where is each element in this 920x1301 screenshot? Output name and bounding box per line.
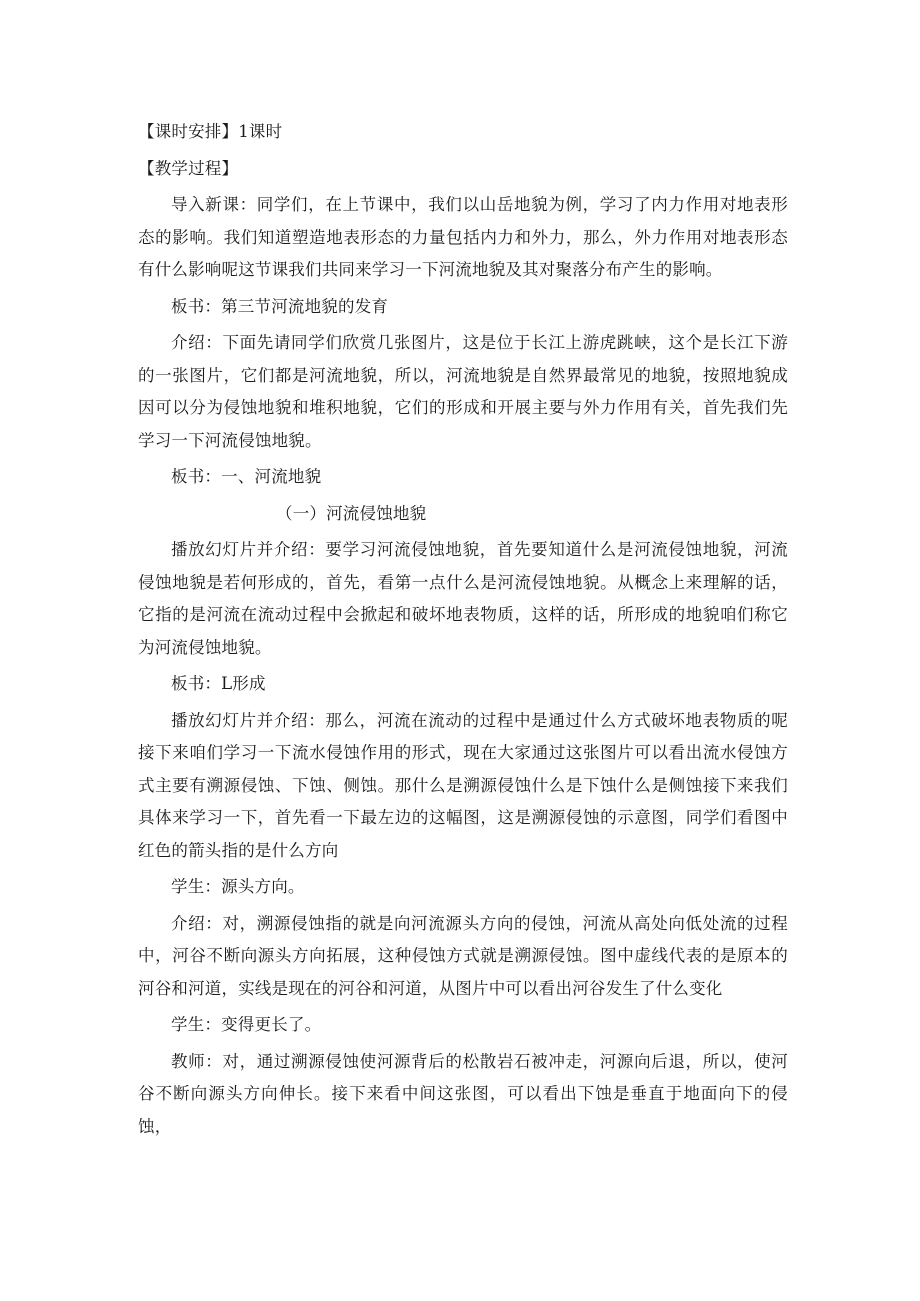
headward-erosion-paragraph: 介绍：对，溯源侵蚀指的就是向河流源头方向的侵蚀，河流从高处向低处流的过程中，河谷不断向源头方向拓展，这种侵蚀方式就是溯源侵蚀。图中虚线代表的是原本的河谷和河道，实线是现在的河谷和河道，从图片中可以看出河谷发生了什么变化 [138, 913, 788, 998]
board-river-landform: 板书：一、河流地貌 [171, 467, 322, 486]
subheading-erosion-landform: （一）河流侵蚀地貌 [276, 503, 427, 523]
process-heading: 【教学过程】 [138, 158, 239, 178]
board-section-title: 板书：第三节河流地貌的发育 [171, 296, 389, 316]
introduction-paragraph: 介绍：下面先请同学们欣赏几张图片，这是位于长江上游虎跳峡，这个是长江下游的一张图片，它们都是河流地貌，所以，河流地貌是自然界最常见的地貌，按照地貌成因可以分为侵蚀地貌和堆积地貌，它们的形成和开展主要与外力作用有关，首先我们先学习一下河流侵蚀地貌。 [138, 333, 788, 450]
teacher-paragraph: 教师：对，通过溯源侵蚀使河源背后的松散岩石被冲走，河源向后退，所以，使河谷不断向源头方向伸长。接下来看中间这张图，可以看出下蚀是垂直于地面向下的侵蚀， [138, 1051, 788, 1136]
intro-paragraph: 导入新课：同学们，在上节课中，我们以山岳地貌为例，学习了内力作用对地表形态的影响。我们知道塑造地表形态的力量包括内力和外力，那么，外力作用对地表形态有什么影响呢这节课我们共同来学习一下河流地貌及其对聚落分布产生的影响。 [138, 195, 788, 279]
erosion-forms-paragraph: 播放幻灯片并介绍：那么，河流在流动的过程中是通过什么方式破坏地表物质的呢接下来咱们学习一下流水侵蚀作用的形式，现在大家通过这张图片可以看出流水侵蚀方式主要有溯源侵蚀、下蚀、侧蚀。那什么是溯源侵蚀什么是下蚀什么是侧蚀接下来我们具体来学习一下，首先看一下最左边的这幅图，这是溯源侵蚀的示意图，同学们看图中红色的箭头指的是什么方向 [138, 710, 788, 860]
student-answer-1: 学生：源头方向。 [171, 877, 305, 896]
board-formation: 板书：L形成 [171, 674, 266, 693]
slide-intro-paragraph: 播放幻灯片并介绍：要学习河流侵蚀地貌，首先要知道什么是河流侵蚀地貌，河流侵蚀地貌是若何形成的，首先，看第一点什么是河流侵蚀地貌。从概念上来理解的话，它指的是河流在流动过程中会掀起和破坏地表物质，这样的话，所形成的地貌咱们称它为河流侵蚀地貌。 [138, 540, 788, 657]
schedule-heading: 【课时安排】1课时 [138, 122, 283, 141]
document-page [138, 116, 788, 1147]
student-answer-2: 学生：变得更长了。 [171, 1015, 322, 1034]
